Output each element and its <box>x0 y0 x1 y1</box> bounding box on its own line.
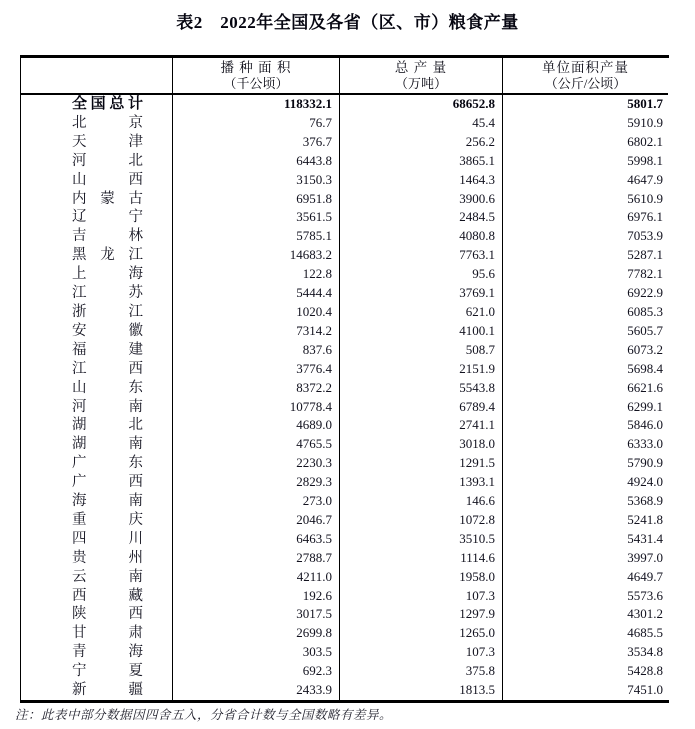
row-region-1 <box>21 114 173 133</box>
table-footnote: 注：此表中部分数据因四舍五入，分省合计数与全国数略有差异。 <box>15 708 393 722</box>
row-region-27 <box>21 605 173 624</box>
cell-total_output-22: 1072.8 <box>340 511 503 530</box>
header-total-output-unit: （万吨） <box>394 75 447 91</box>
cell-sown_area-20: 2829.3 <box>173 473 340 492</box>
cell-yield_per_unit-15: 6621.6 <box>627 379 663 395</box>
cell-total_output-20: 1393.1 <box>340 473 503 492</box>
row-region-14 <box>21 360 173 379</box>
cell-total_output-31: 1813.5 <box>340 681 503 700</box>
header-yield-unit: （公斤/公顷） <box>544 75 627 91</box>
cell-total_output-1: 45.4 <box>340 114 503 133</box>
region-name: 黑龙江 <box>72 247 143 264</box>
region-name: 河北 <box>72 152 143 169</box>
row-region-19 <box>21 454 173 473</box>
region-name: 上海 <box>72 266 143 283</box>
region-name: 四川 <box>72 530 143 547</box>
region-name: 江西 <box>72 360 143 377</box>
cell-sown_area-7: 5785.1 <box>173 227 340 246</box>
row-region-5 <box>21 190 173 209</box>
cell-sown_area-22: 2046.7 <box>173 511 340 530</box>
cell-yield_per_unit-0: 5801.7 <box>627 96 663 111</box>
cell-total_output-10: 3769.1 <box>340 284 503 303</box>
region-name: 广西 <box>72 474 143 491</box>
cell-total_output-29: 107.3 <box>340 643 503 662</box>
cell-yield_per_unit-3: 5998.1 <box>627 152 663 168</box>
header-sown-area-unit: （千公顷） <box>223 75 289 91</box>
cell-total_output-9: 95.6 <box>340 265 503 284</box>
cell-sown_area-27: 3017.5 <box>173 605 340 624</box>
cell-yield_per_unit-9: 7782.1 <box>627 266 663 282</box>
row-region-29 <box>21 643 173 662</box>
region-name: 贵州 <box>72 549 143 566</box>
cell-yield_per_unit-16: 6299.1 <box>627 398 663 414</box>
cell-total_output-12: 4100.1 <box>340 322 503 341</box>
cell-yield_per_unit-13: 6073.2 <box>627 341 663 357</box>
region-name: 重庆 <box>72 511 143 528</box>
row-region-28 <box>21 624 173 643</box>
cell-sown_area-10: 5444.4 <box>173 284 340 303</box>
region-name: 陕西 <box>72 606 143 623</box>
cell-yield_per_unit-6: 6976.1 <box>627 209 663 225</box>
region-name: 浙江 <box>72 303 143 320</box>
cell-total_output-19: 1291.5 <box>340 454 503 473</box>
header-sown-area <box>173 58 340 95</box>
region-name: 甘肃 <box>72 625 143 642</box>
cell-sown_area-9: 122.8 <box>173 265 340 284</box>
row-region-23 <box>21 530 173 549</box>
cell-yield_per_unit-10: 6922.9 <box>627 285 663 301</box>
cell-sown_area-23: 6463.5 <box>173 530 340 549</box>
cell-total_output-14: 2151.9 <box>340 360 503 379</box>
cell-yield_per_unit-25: 4649.7 <box>627 568 663 584</box>
cell-sown_area-26: 192.6 <box>173 587 340 606</box>
cell-yield_per_unit-1: 5910.9 <box>627 114 663 130</box>
cell-sown_area-8: 14683.2 <box>173 246 340 265</box>
row-region-25 <box>21 568 173 587</box>
cell-sown_area-24: 2788.7 <box>173 549 340 568</box>
row-region-2 <box>21 133 173 152</box>
cell-total_output-26: 107.3 <box>340 587 503 606</box>
region-name: 西藏 <box>72 587 143 604</box>
header-total-output-label: 总 产 量 <box>394 59 448 75</box>
region-name: 天津 <box>72 133 143 150</box>
cell-yield_per_unit-28: 4685.5 <box>627 625 663 641</box>
cell-sown_area-17: 4689.0 <box>173 416 340 435</box>
row-region-0 <box>21 95 173 114</box>
cell-total_output-23: 3510.5 <box>340 530 503 549</box>
cell-sown_area-3: 6443.8 <box>173 152 340 171</box>
region-name: 湖北 <box>72 417 143 434</box>
row-region-10 <box>21 284 173 303</box>
row-region-16 <box>21 398 173 417</box>
row-region-13 <box>21 341 173 360</box>
cell-sown_area-5: 6951.8 <box>173 190 340 209</box>
cell-total_output-4: 1464.3 <box>340 171 503 190</box>
cell-sown_area-6: 3561.5 <box>173 208 340 227</box>
row-region-31 <box>21 681 173 700</box>
region-name: 全国总计 <box>72 96 143 112</box>
region-name: 安徽 <box>72 322 143 339</box>
cell-total_output-0: 68652.8 <box>340 95 503 114</box>
cell-yield_per_unit-11: 6085.3 <box>627 303 663 319</box>
cell-total_output-27: 1297.9 <box>340 605 503 624</box>
cell-sown_area-19: 2230.3 <box>173 454 340 473</box>
cell-total_output-13: 508.7 <box>340 341 503 360</box>
cell-sown_area-25: 4211.0 <box>173 568 340 587</box>
region-name: 山西 <box>72 171 143 188</box>
cell-sown_area-15: 8372.2 <box>173 379 340 398</box>
cell-sown_area-16: 10778.4 <box>173 398 340 417</box>
cell-yield_per_unit-12: 5605.7 <box>627 322 663 338</box>
cell-yield_per_unit-22: 5241.8 <box>627 511 663 527</box>
row-region-18 <box>21 435 173 454</box>
cell-yield_per_unit-23: 5431.4 <box>627 530 663 546</box>
cell-sown_area-31: 2433.9 <box>173 681 340 700</box>
cell-yield_per_unit-20: 4924.0 <box>627 474 663 490</box>
cell-yield_per_unit-19: 5790.9 <box>627 455 663 471</box>
row-region-9 <box>21 265 173 284</box>
row-region-8 <box>21 246 173 265</box>
row-region-6 <box>21 208 173 227</box>
cell-total_output-15: 5543.8 <box>340 379 503 398</box>
cell-sown_area-1: 76.7 <box>173 114 340 133</box>
cell-sown_area-30: 692.3 <box>173 662 340 681</box>
cell-yield_per_unit-17: 5846.0 <box>627 417 663 433</box>
row-region-24 <box>21 549 173 568</box>
row-region-15 <box>21 379 173 398</box>
row-region-30 <box>21 662 173 681</box>
region-name: 河南 <box>72 398 143 415</box>
region-name: 云南 <box>72 568 143 585</box>
region-name: 内蒙古 <box>72 190 143 207</box>
cell-total_output-8: 7763.1 <box>340 246 503 265</box>
cell-yield_per_unit-5: 5610.9 <box>627 190 663 206</box>
region-name: 福建 <box>72 341 143 358</box>
header-yield <box>503 58 668 95</box>
cell-total_output-28: 1265.0 <box>340 624 503 643</box>
region-name: 海南 <box>72 493 143 510</box>
cell-sown_area-0: 118332.1 <box>173 95 340 114</box>
row-region-12 <box>21 322 173 341</box>
region-name: 湖南 <box>72 436 143 453</box>
cell-yield_per_unit-14: 5698.4 <box>627 360 663 376</box>
cell-yield_per_unit-26: 5573.6 <box>627 587 663 603</box>
row-region-20 <box>21 473 173 492</box>
cell-yield_per_unit-29: 3534.8 <box>627 644 663 660</box>
region-name: 青海 <box>72 644 143 661</box>
region-name: 北京 <box>72 114 143 131</box>
cell-total_output-25: 1958.0 <box>340 568 503 587</box>
cell-yield_per_unit-31: 7451.0 <box>627 682 663 698</box>
cell-sown_area-21: 273.0 <box>173 492 340 511</box>
cell-total_output-5: 3900.6 <box>340 190 503 209</box>
row-region-4 <box>21 171 173 190</box>
cell-yield_per_unit-4: 4647.9 <box>627 171 663 187</box>
region-name: 宁夏 <box>72 663 143 680</box>
region-name: 新疆 <box>72 682 143 699</box>
cell-sown_area-14: 3776.4 <box>173 360 340 379</box>
row-region-3 <box>21 152 173 171</box>
cell-total_output-17: 2741.1 <box>340 416 503 435</box>
cell-total_output-21: 146.6 <box>340 492 503 511</box>
cell-yield_per_unit-18: 6333.0 <box>627 436 663 452</box>
header-region-column <box>21 58 173 95</box>
cell-yield_per_unit-2: 6802.1 <box>627 133 663 149</box>
region-name: 吉林 <box>72 228 143 245</box>
cell-yield_per_unit-24: 3997.0 <box>627 549 663 565</box>
cell-sown_area-13: 837.6 <box>173 341 340 360</box>
header-sown-area-label: 播 种 面 积 <box>220 59 292 75</box>
cell-total_output-2: 256.2 <box>340 133 503 152</box>
region-name: 辽宁 <box>72 209 143 226</box>
cell-yield_per_unit-8: 5287.1 <box>627 247 663 263</box>
cell-sown_area-29: 303.5 <box>173 643 340 662</box>
region-name: 广东 <box>72 455 143 472</box>
row-region-7 <box>21 227 173 246</box>
row-region-26 <box>21 587 173 606</box>
cell-yield_per_unit-27: 4301.2 <box>627 606 663 622</box>
cell-sown_area-12: 7314.2 <box>173 322 340 341</box>
cell-total_output-16: 6789.4 <box>340 398 503 417</box>
cell-total_output-7: 4080.8 <box>340 227 503 246</box>
cell-yield_per_unit-30: 5428.8 <box>627 663 663 679</box>
table-title: 表2 2022年全国及各省（区、市）粮食产量 <box>176 13 519 32</box>
cell-total_output-30: 375.8 <box>340 662 503 681</box>
cell-total_output-6: 2484.5 <box>340 208 503 227</box>
cell-total_output-11: 621.0 <box>340 303 503 322</box>
cell-total_output-3: 3865.1 <box>340 152 503 171</box>
row-region-17 <box>21 416 173 435</box>
cell-sown_area-4: 3150.3 <box>173 171 340 190</box>
row-region-11 <box>21 303 173 322</box>
cell-yield_per_unit-21: 5368.9 <box>627 493 663 509</box>
row-region-22 <box>21 511 173 530</box>
cell-sown_area-18: 4765.5 <box>173 435 340 454</box>
cell-sown_area-2: 376.7 <box>173 133 340 152</box>
cell-sown_area-28: 2699.8 <box>173 624 340 643</box>
grain-table <box>20 55 669 703</box>
cell-total_output-18: 3018.0 <box>340 435 503 454</box>
cell-yield_per_unit-7: 7053.9 <box>627 228 663 244</box>
region-name: 山东 <box>72 379 143 396</box>
region-name: 江苏 <box>72 285 143 302</box>
header-yield-label: 单位面积产量 <box>542 59 629 75</box>
row-region-21 <box>21 492 173 511</box>
header-total-output <box>340 58 503 95</box>
cell-total_output-24: 1114.6 <box>340 549 503 568</box>
cell-sown_area-11: 1020.4 <box>173 303 340 322</box>
